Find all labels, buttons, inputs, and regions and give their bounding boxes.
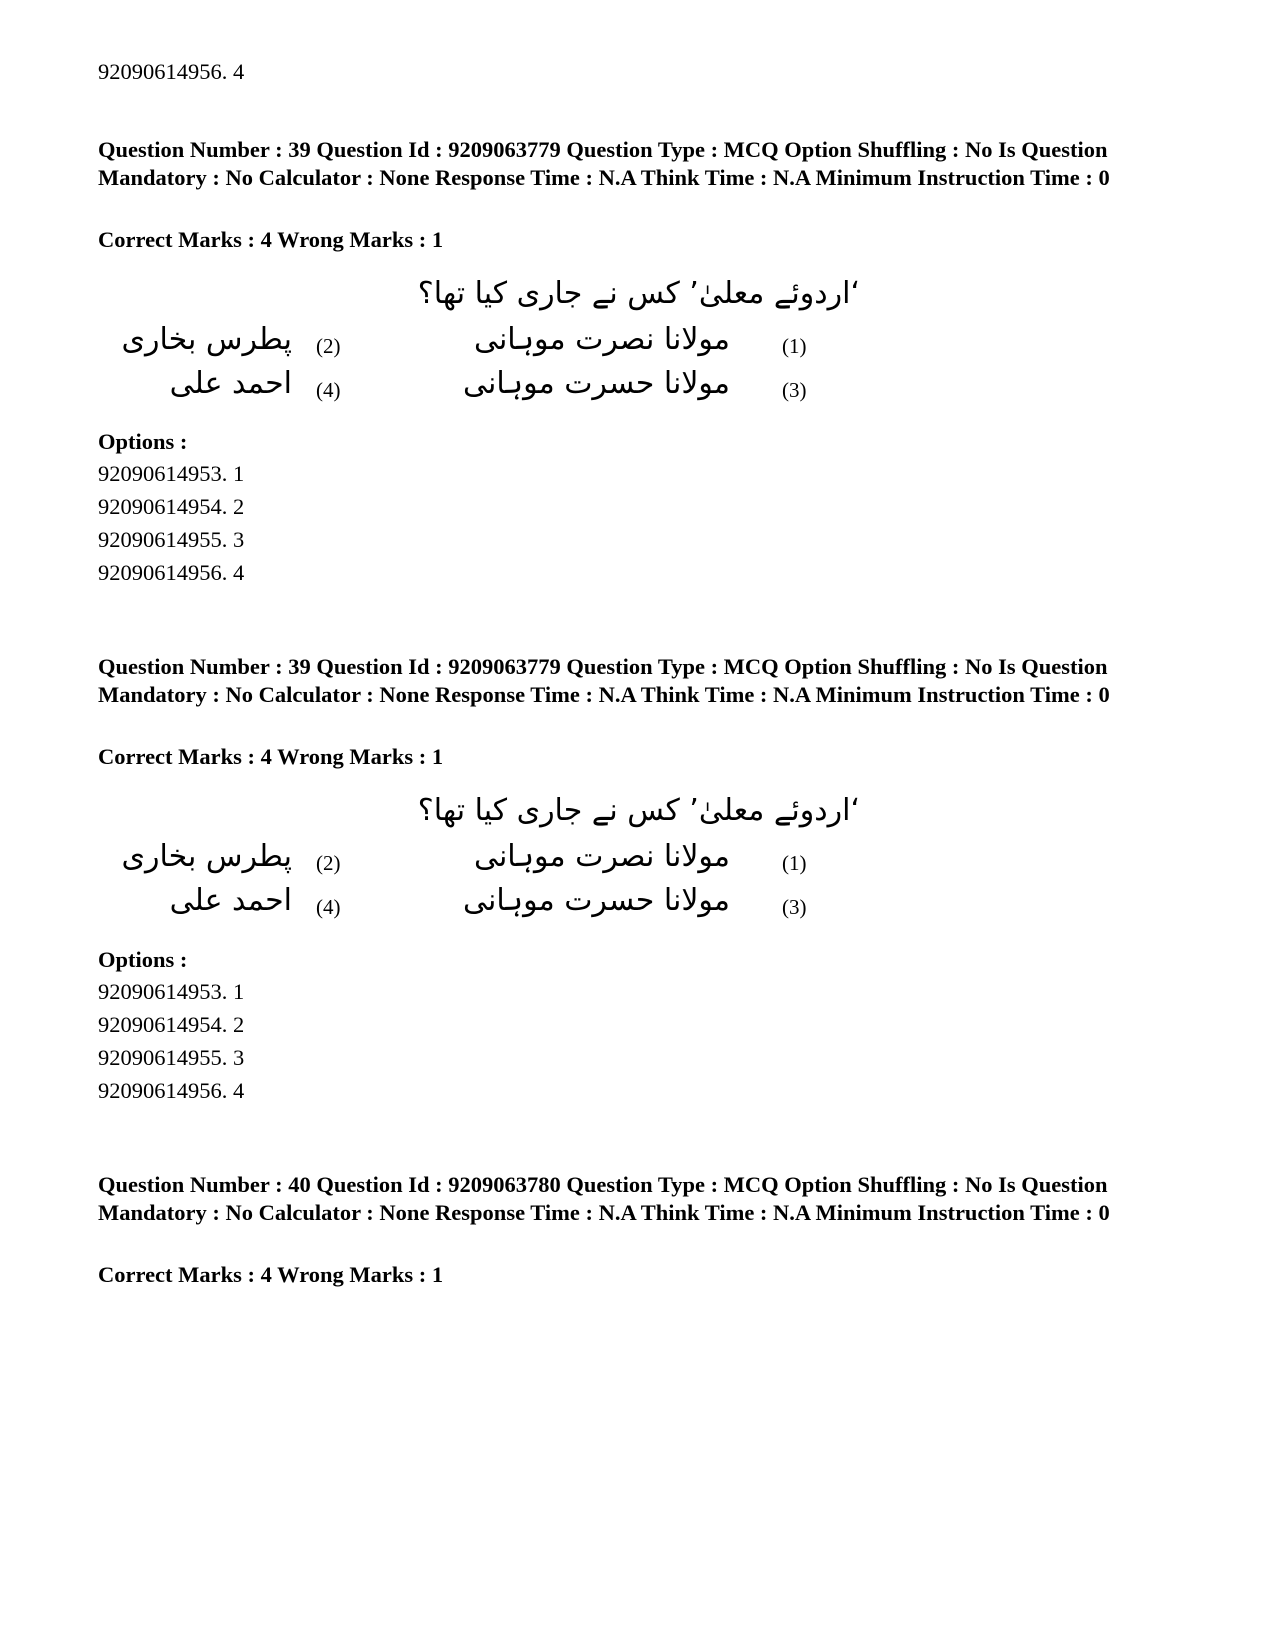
question-meta: Question Number : 39 Question Id : 9209063779 Question Type : MCQ Option Shuffling : No Is Question Mandatory : No Calculator : None Response Time : N.A Think Time : N.A Minimum Instruction Time : 0 [98,654,1110,707]
choice-number-1: (1) [782,334,807,358]
marks-line: Correct Marks : 4 Wrong Marks : 1 [98,1262,444,1287]
choice-text-2: پطرس بخاری [121,839,292,874]
option-3: 92090614955. 3 [98,527,245,552]
choice-text-4: احمد علی [169,883,292,918]
option-4: 92090614956. 4 [98,1078,245,1103]
options-label: Options : [98,429,188,454]
options-label: Options : [98,947,188,972]
choice-text-3: مولانا حسرت موہانی [463,366,730,401]
previous-option-4: 92090614956. 4 [98,59,245,84]
option-1: 92090614953. 1 [98,979,245,1004]
option-2: 92090614954. 2 [98,494,245,519]
choice-number-4: (4) [316,378,341,402]
choice-number-4: (4) [316,895,341,919]
choice-text-1: مولانا نصرت موہانی [473,322,730,357]
option-3: 92090614955. 3 [98,1045,245,1070]
question-image [120,793,860,925]
question-meta: Question Number : 39 Question Id : 9209063779 Question Type : MCQ Option Shuffling : No Is Question Mandatory : No Calculator : None Response Time : N.A Think Time : N.A Minimum Instruction Time : 0 [98,137,1110,190]
option-1: 92090614953. 1 [98,461,245,486]
question-text: ‘اردوئے معلیٰ’ کس نے جاری کیا تھا؟ [417,793,860,828]
choice-text-2: پطرس بخاری [121,322,292,357]
choice-text-1: مولانا نصرت موہانی [473,839,730,874]
choice-number-2: (2) [316,851,341,875]
marks-line: Correct Marks : 4 Wrong Marks : 1 [98,744,444,769]
question-meta: Question Number : 40 Question Id : 9209063780 Question Type : MCQ Option Shuffling : No Is Question Mandatory : No Calculator : None Response Time : N.A Think Time : N.A Minimum Instruction Time : 0 [98,1172,1110,1225]
option-4: 92090614956. 4 [98,560,245,585]
marks-line: Correct Marks : 4 Wrong Marks : 1 [98,227,444,252]
choice-number-2: (2) [316,334,341,358]
choice-text-3: مولانا حسرت موہانی [463,883,730,918]
question-image [120,276,860,408]
option-2: 92090614954. 2 [98,1012,245,1037]
question-text: ‘اردوئے معلیٰ’ کس نے جاری کیا تھا؟ [417,276,860,311]
choice-number-3: (3) [782,378,807,402]
choice-number-1: (1) [782,851,807,875]
choice-text-4: احمد علی [169,366,292,401]
choice-number-3: (3) [782,895,807,919]
